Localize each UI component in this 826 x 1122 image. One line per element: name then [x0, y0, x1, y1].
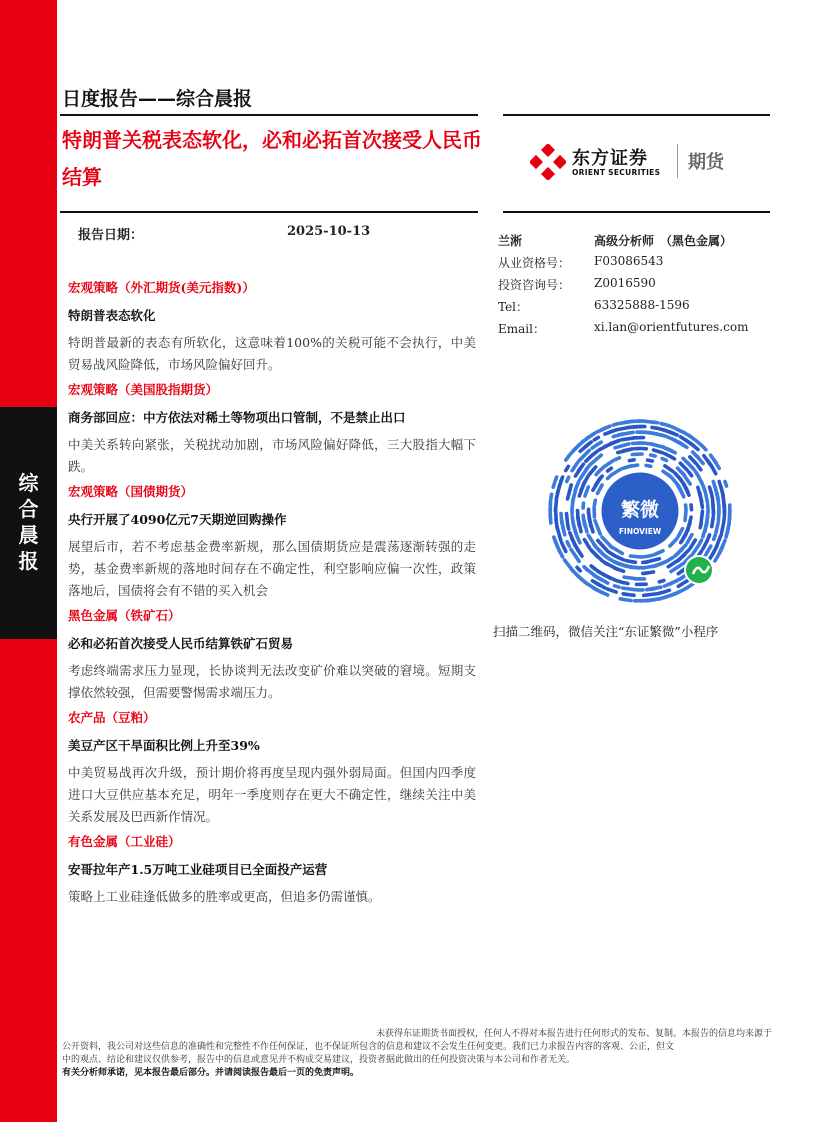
qr-dot [698, 466, 701, 470]
side-vertical-label [0, 470, 57, 574]
report-date-value: 2025-10-13 [287, 224, 371, 239]
disclaimer-line: 未获得东证期货书面授权，任何人不得对本报告进行任何形式的发布、复制。本报告的信息均来源于 [375, 1029, 772, 1039]
qr-dot [551, 494, 552, 499]
qr-dot [565, 560, 574, 571]
qr-dot [612, 470, 620, 475]
qr-dot [584, 540, 589, 548]
qr-dot [650, 589, 655, 590]
qr-dot [665, 590, 670, 592]
qr-dot [555, 477, 557, 482]
qr-dot [632, 454, 642, 455]
section [68, 380, 476, 478]
disclaimer [62, 1028, 772, 1080]
qr-dot [722, 523, 724, 532]
qr-dot [615, 458, 619, 460]
section-title: 黑色金属（铁矿石） [68, 608, 181, 623]
qr-caption: 扫描二维码，微信关注“东证繁微”小程序 [493, 624, 719, 639]
qr-dot [648, 460, 653, 461]
qr-dot [624, 449, 633, 451]
qr-dot [575, 481, 579, 490]
qr-dot [584, 521, 585, 526]
qr-dot [623, 594, 628, 595]
company-logo [530, 142, 780, 182]
qr-dot [628, 465, 638, 467]
side-label-char: 晨 [18, 523, 39, 547]
report-date-label: 报告日期： [78, 228, 144, 243]
qr-dot [611, 430, 616, 432]
qr-dot [586, 465, 589, 469]
qr-dot [585, 444, 589, 447]
analyst-field-label: 投资咨询号： [498, 278, 571, 292]
analyst-email-link[interactable]: xi.lan@orientfutures.com [594, 320, 749, 334]
qr-dot [583, 515, 584, 520]
qr-dot [695, 472, 698, 476]
qr-dot [700, 523, 701, 528]
qr-dot [554, 537, 557, 546]
qr-dot [714, 535, 716, 540]
qr-dot [623, 583, 628, 584]
qr-dot [691, 443, 698, 449]
qr-dot [678, 529, 683, 537]
qr-dot [688, 462, 694, 469]
analyst-title: 高级分析师 （黑色金属） [594, 234, 733, 248]
qr-dot [567, 542, 569, 546]
qr-dot [727, 529, 728, 534]
qr-dot [675, 550, 682, 556]
qr-dot [688, 435, 696, 441]
qr-dot [644, 594, 658, 596]
analyst-name: 兰淅 [498, 234, 523, 248]
qr-dot [623, 588, 637, 590]
analyst-field-value: F03086543 [594, 254, 664, 268]
section-body: 策略上工业硅逢低做多的胜率或更高，但追多仍需谨慎。 [68, 889, 381, 904]
qr-dot [591, 550, 598, 557]
qr-dot [596, 471, 599, 475]
qr-dot [718, 552, 720, 556]
qr-dot [684, 587, 688, 589]
qr-dot [700, 493, 703, 507]
qr-dot [654, 450, 663, 453]
qr-dot [693, 545, 698, 553]
qr-dot [577, 567, 580, 571]
section [68, 708, 476, 828]
qr-dot [608, 468, 612, 471]
analyst-field-value: 63325888-1596 [594, 298, 690, 312]
qr-dot [578, 511, 579, 521]
qr-dot [607, 589, 616, 592]
qr-dot [668, 449, 672, 451]
qr-center-subtext: FINOVIEW [618, 527, 662, 536]
qr-dot [699, 540, 701, 544]
qr-dot [724, 517, 725, 522]
qr-dot [712, 517, 713, 527]
qr-dot [670, 456, 674, 459]
qr-dot [562, 543, 566, 552]
qr-dot [703, 523, 707, 537]
qr-dot [616, 563, 621, 565]
side-label-char: 合 [18, 497, 39, 521]
qr-dot [608, 475, 612, 478]
qr-dot [561, 514, 562, 524]
qr-dot [595, 583, 599, 586]
section-title: 宏观策略（美国股指期货） [68, 382, 219, 397]
section-body: 特朗普最新的表态有所软化，这意味着100%的关税可能不会执行，中美贸易战风险降低，市场风险偏好回升。 [68, 335, 476, 372]
qr-dot [651, 455, 656, 456]
qr-dot [711, 493, 712, 498]
section-body: 考虑终端需求压力显现，长协谈判无法改变矿价难以突破的窘境。短期支撑依然较强，但需要警惕需求端压力。 [68, 663, 476, 700]
qr-dot [717, 493, 718, 498]
qr-dot [698, 442, 702, 445]
logo-futures-text: 期货 [688, 152, 724, 173]
qr-dot [706, 546, 711, 554]
qr-dot [661, 435, 666, 436]
analyst-field-value: Z0016590 [594, 276, 656, 290]
qr-dot [584, 567, 587, 570]
report-type: 日度报告——综合晨报 [62, 88, 253, 110]
qr-dot [568, 524, 569, 529]
qr-dot [708, 535, 710, 540]
qr-dot [708, 460, 711, 464]
qr-dot [680, 488, 684, 497]
qr-dot [678, 442, 682, 444]
section-body: 中美关系转向紧张，关税扰动加剧，市场风险偏好降低，三大股指大幅下跌。 [68, 437, 476, 474]
logo-cn-text: 东方证券 [572, 148, 648, 169]
section-headline: 商务部回应：中方依法对稀土等物项出口管制，不是禁止出口 [68, 410, 406, 425]
qr-dot [647, 555, 652, 556]
logo-separator [677, 144, 678, 178]
section-headline: 特朗普表态软化 [68, 308, 156, 323]
qr-dot [579, 467, 582, 471]
qr-dot [683, 445, 687, 448]
qr-dot [715, 557, 718, 561]
qr-dot [654, 551, 663, 555]
qr-dot [605, 461, 613, 466]
section [68, 278, 476, 376]
qr-dot [626, 600, 631, 601]
qr-dot [591, 566, 595, 569]
qr-dot [631, 556, 641, 557]
section [68, 482, 476, 602]
logo-bottom-divider [503, 211, 770, 213]
qr-dot [687, 535, 692, 543]
qr-dot [595, 521, 600, 534]
qr-dot [611, 440, 620, 443]
side-label-char: 综 [18, 471, 39, 495]
side-label-char: 报 [18, 549, 39, 573]
main-content [68, 274, 476, 908]
qr-dot [659, 581, 664, 582]
qr-dot [670, 432, 675, 434]
analyst-field-label: Email： [498, 322, 545, 336]
qr-dot [590, 451, 598, 457]
qr-dot [585, 487, 588, 496]
page-title: 特朗普关税表态软化，必和必拓首次接受人民币结算 [62, 128, 482, 189]
qr-dot [668, 475, 672, 478]
qr-dot [716, 523, 718, 532]
qr-dot [620, 599, 625, 600]
qr-dot [685, 511, 686, 521]
qr-dot [592, 445, 596, 448]
qr-code[interactable] [543, 412, 737, 610]
section-title: 有色金属（工业硅） [68, 834, 181, 849]
qr-dot [659, 592, 664, 593]
header-divider [60, 114, 478, 116]
disclaimer-line: 公开资料，我公司对这些信息的准确性和完整性不作任何保证，也不保证所包含的信息和建议不会发生任何变更。我们已力求报告内容的客观、公正，但文 [62, 1042, 675, 1052]
qr-dot [643, 421, 657, 423]
qr-dot [561, 477, 563, 482]
qr-dot [699, 551, 702, 555]
qr-dot [615, 586, 620, 587]
qr-dot [613, 424, 618, 425]
qr-dot [711, 465, 716, 473]
qr-dot [596, 481, 599, 485]
left-band-top [0, 0, 57, 407]
section-body: 展望后市，若不考虑基金费率新规，那么国债期货应是震荡逐渐转强的走势，基金费率新规的落地时间存在不确定性，利空影响应偏一次性，政策落地后，国债将会有不错的买入机会 [68, 539, 476, 598]
qr-dot [599, 476, 602, 480]
qr-dot [594, 500, 595, 505]
qr-center-text: 繁微 [620, 499, 660, 521]
qr-dot [704, 487, 706, 492]
qr-dot [589, 467, 595, 474]
disclaimer-line: 中的观点、结论和建议仅供参考，报告中的信息或意见并不构成交易建议，投资者据此做出的任何投资决策与本公司和作者无关。 [62, 1055, 576, 1065]
qr-dot [662, 459, 666, 461]
qr-dot [680, 463, 687, 470]
qr-dot [665, 466, 673, 471]
qr-dot [703, 541, 707, 550]
logo-en-text: ORIENT SECURITIES [572, 168, 661, 177]
qr-dot [667, 425, 672, 427]
qr-dot [566, 466, 569, 470]
qr-dot [583, 476, 588, 484]
qr-dot [567, 514, 568, 524]
analyst-field-label: Tel： [498, 300, 529, 314]
qr-dot [597, 442, 601, 445]
qr-dot [572, 463, 577, 471]
section-title: 农产品（豆粕） [68, 710, 156, 725]
qr-dot [609, 552, 613, 555]
orient-logo-icon [530, 144, 566, 180]
qr-code-graphic [543, 412, 737, 610]
section-headline: 安哥拉年产1.5万吨工业硅项目已全面投产运营 [68, 862, 328, 877]
qr-dot [626, 561, 635, 563]
section [68, 606, 476, 704]
qr-dot [661, 424, 666, 425]
qr-dot [566, 456, 569, 460]
qr-dot [686, 488, 688, 492]
qr-dot [587, 433, 595, 438]
qr-dot [624, 577, 638, 579]
qr-dot [643, 562, 648, 563]
section-title: 宏观策略（外汇期货(美元指数)） [68, 280, 255, 295]
section-headline: 必和必拓首次接受人民币结算铁矿石贸易 [68, 636, 294, 651]
qr-dot [602, 428, 606, 430]
qr-dot [629, 460, 634, 461]
qr-dot [568, 485, 572, 499]
title-divider [60, 211, 478, 213]
disclaimer-line: 有关分析师承诺，见本报告最后部分。并请阅读报告最后一页的免责声明。 [62, 1068, 360, 1078]
qr-dot [572, 516, 574, 526]
qr-dot [594, 437, 598, 440]
analyst-field-label: 从业资格号： [498, 256, 571, 270]
qr-dot [681, 535, 686, 543]
qr-dot [567, 477, 569, 481]
section-headline: 美豆产区干旱面积比例上升至39% [68, 738, 260, 753]
qr-dot [689, 584, 693, 587]
qr-dot [652, 427, 657, 428]
qr-dot [712, 552, 715, 556]
analyst-info [498, 232, 778, 342]
section-headline: 央行开展了4090亿元7天期逆回购操作 [68, 512, 287, 527]
qr-dot [714, 460, 719, 468]
qr-dot [615, 444, 629, 448]
section-title: 宏观策略（国债期货） [68, 484, 194, 499]
qr-dot [598, 485, 603, 493]
qr-dot [619, 432, 633, 435]
qr-dot [725, 482, 727, 487]
qr-dot [553, 483, 554, 488]
qr-dot [721, 546, 723, 550]
qr-dot [690, 540, 695, 548]
section-body: 中美贸易战再次升级，预计期价将再度呈现内强外弱局面。但国内四季度进口大豆供应基本充足，明年一季度则存在更大不确定性，继续关注中美关系发展及巴西新作情况。 [68, 765, 476, 824]
qr-dot [625, 422, 630, 423]
qr-dot [697, 456, 703, 463]
logo-top-divider [503, 114, 770, 116]
left-band-bottom [0, 639, 57, 1122]
qr-dot [690, 457, 697, 464]
qr-dot [603, 561, 607, 564]
qr-dot [706, 493, 708, 502]
qr-dot [617, 581, 622, 582]
qr-dot [710, 487, 711, 492]
qr-dot [689, 472, 692, 476]
qr-dot [703, 446, 706, 449]
qr-dot [670, 539, 677, 546]
qr-dot [600, 467, 604, 470]
section [68, 832, 476, 908]
qr-dot [646, 465, 651, 466]
